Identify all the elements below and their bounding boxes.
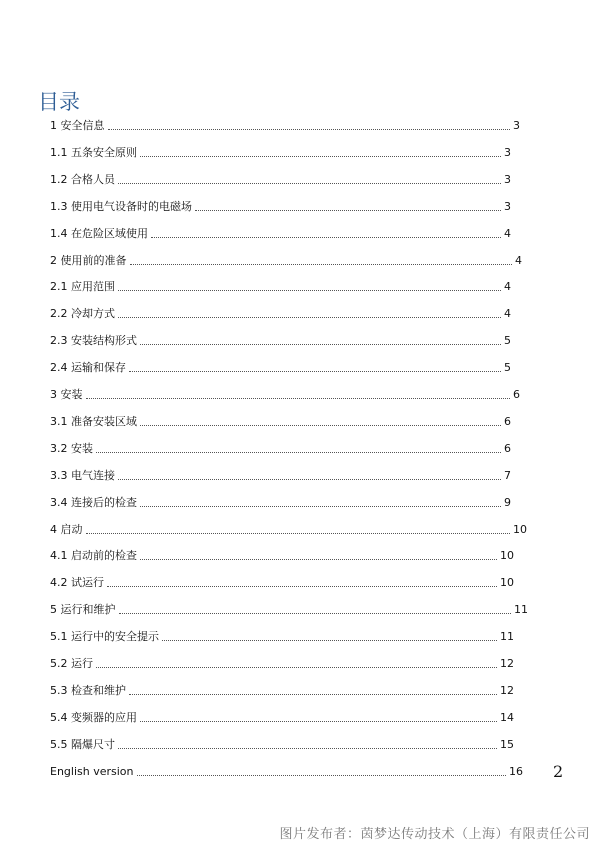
toc-dot-leader — [86, 533, 511, 534]
toc-entry-page: 6 — [513, 388, 520, 401]
toc-entry-page: 10 — [500, 549, 514, 563]
toc-entry[interactable] — [50, 333, 511, 349]
toc-entry-page: 3 — [504, 172, 511, 186]
toc-entry-page: 3 — [513, 119, 520, 132]
toc-entry-page: 6 — [504, 441, 511, 455]
toc-entry-label: 5 运行和维护 — [50, 603, 116, 617]
toc-dot-leader — [108, 129, 511, 130]
toc-entry-page: 15 — [500, 737, 514, 751]
toc-entry[interactable] — [50, 441, 511, 457]
toc-entry-label: 2.4 运输和保存 — [50, 361, 126, 375]
toc-dot-leader — [96, 452, 501, 453]
toc-entry[interactable] — [50, 468, 511, 484]
toc-dot-leader — [86, 398, 511, 399]
toc-entry-page: 11 — [500, 630, 514, 644]
toc-entry-page: 5 — [504, 361, 511, 375]
toc-dot-leader — [118, 479, 501, 480]
toc-dot-leader — [137, 775, 506, 776]
toc-entry-label: 1 安全信息 — [50, 119, 105, 132]
toc-entry[interactable] — [50, 279, 511, 295]
toc-entry-label: 5.2 运行 — [50, 657, 93, 670]
toc-entry[interactable] — [50, 575, 514, 591]
toc-dot-leader — [140, 506, 501, 507]
toc-entry-page: 14 — [500, 710, 514, 724]
toc-entry-label: 1.2 合格人员 — [50, 172, 115, 186]
toc-entry-label: 5.1 运行中的安全提示 — [50, 630, 159, 644]
toc-entry-page: 5 — [504, 334, 511, 348]
toc-entry[interactable] — [50, 683, 514, 699]
toc-entry-page: 6 — [504, 414, 511, 428]
toc-entry-label: 2 使用前的准备 — [50, 253, 127, 267]
toc-entry[interactable] — [50, 522, 527, 538]
toc-entry-page: 4 — [504, 307, 511, 321]
toc-dot-leader — [140, 344, 501, 345]
toc-entry[interactable] — [50, 118, 520, 134]
toc-entry[interactable] — [50, 737, 514, 753]
toc-entry-page: 12 — [500, 657, 514, 670]
toc-entry[interactable] — [50, 656, 514, 672]
toc-dot-leader — [140, 425, 501, 426]
toc-dot-leader — [129, 694, 497, 695]
toc-dot-leader — [118, 748, 497, 749]
toc-entry-page: 4 — [515, 253, 522, 267]
toc-entry-page: 12 — [500, 683, 514, 697]
toc-entry-label: 3.3 电气连接 — [50, 468, 115, 482]
toc-entry-page: 9 — [504, 495, 511, 509]
toc-dot-leader — [130, 264, 513, 265]
toc-dot-leader — [118, 183, 501, 184]
toc-entry-page: 10 — [500, 576, 514, 590]
toc-entry[interactable] — [50, 764, 523, 780]
toc-dot-leader — [96, 667, 497, 668]
toc-entry-label: 5.5 隔爆尺寸 — [50, 737, 115, 751]
toc-entry[interactable] — [50, 253, 522, 269]
toc-entry-label: 3.1 准备安装区域 — [50, 414, 137, 428]
toc-entry-label: 4.2 试运行 — [50, 576, 104, 590]
toc-entry-label: 3.2 安装 — [50, 441, 93, 455]
toc-entry-label: 2.1 应用范围 — [50, 280, 115, 294]
toc-dot-leader — [140, 559, 497, 560]
toc-entry[interactable] — [50, 145, 511, 161]
toc-entry-page: 3 — [504, 145, 511, 159]
toc-entry-page: 16 — [509, 764, 523, 778]
toc-entry-label: 5.3 检查和维护 — [50, 683, 126, 697]
toc-entry-label: 3 安装 — [50, 388, 83, 401]
page-number: 2 — [553, 762, 564, 781]
toc-dot-leader — [140, 156, 501, 157]
toc-entry-label: 1.1 五条安全原则 — [50, 145, 137, 159]
toc-entry[interactable] — [50, 710, 514, 726]
toc-entry-label: 4.1 启动前的检查 — [50, 549, 137, 563]
toc-title: 目录 — [38, 90, 80, 114]
toc-entry[interactable] — [50, 387, 520, 403]
footer-credit: 图片发布者：茵梦达传动技术（上海）有限责任公司 — [279, 827, 590, 842]
toc-entry-label: English version — [50, 764, 134, 778]
toc-dot-leader — [129, 371, 501, 372]
toc-entry[interactable] — [50, 602, 528, 618]
toc-dot-leader — [140, 721, 497, 722]
toc-dot-leader — [151, 237, 501, 238]
toc-entry-label: 1.4 在危险区域使用 — [50, 226, 148, 240]
toc-entry[interactable] — [50, 495, 511, 511]
toc-entry[interactable] — [50, 199, 511, 215]
toc-entry-page: 11 — [514, 603, 528, 617]
toc-entry[interactable] — [50, 172, 511, 188]
toc-entry-label: 3.4 连接后的检查 — [50, 495, 137, 509]
toc-entry[interactable] — [50, 548, 514, 564]
toc-entry-label: 5.4 变频器的应用 — [50, 710, 137, 724]
toc-entry[interactable] — [50, 414, 511, 430]
toc-entry-label: 4 启动 — [50, 522, 83, 536]
toc-dot-leader — [119, 613, 512, 614]
toc-entry-page: 3 — [504, 199, 511, 213]
toc-dot-leader — [162, 640, 497, 641]
toc-entry-label: 2.3 安装结构形式 — [50, 334, 137, 348]
toc-entry[interactable] — [50, 306, 511, 322]
toc-dot-leader — [118, 317, 501, 318]
toc-entry-page: 10 — [513, 522, 527, 536]
toc-entry-page: 7 — [504, 468, 511, 482]
toc-dot-leader — [195, 210, 501, 211]
toc-entry[interactable] — [50, 360, 511, 376]
toc-entry-page: 4 — [504, 280, 511, 294]
toc-entry[interactable] — [50, 629, 514, 645]
toc-dot-leader — [107, 586, 497, 587]
toc-entry-label: 1.3 使用电气设备时的电磁场 — [50, 199, 192, 213]
toc-dot-leader — [118, 290, 501, 291]
toc-entry[interactable] — [50, 226, 511, 242]
toc-entry-label: 2.2 冷却方式 — [50, 307, 115, 321]
toc-entry-page: 4 — [504, 226, 511, 240]
